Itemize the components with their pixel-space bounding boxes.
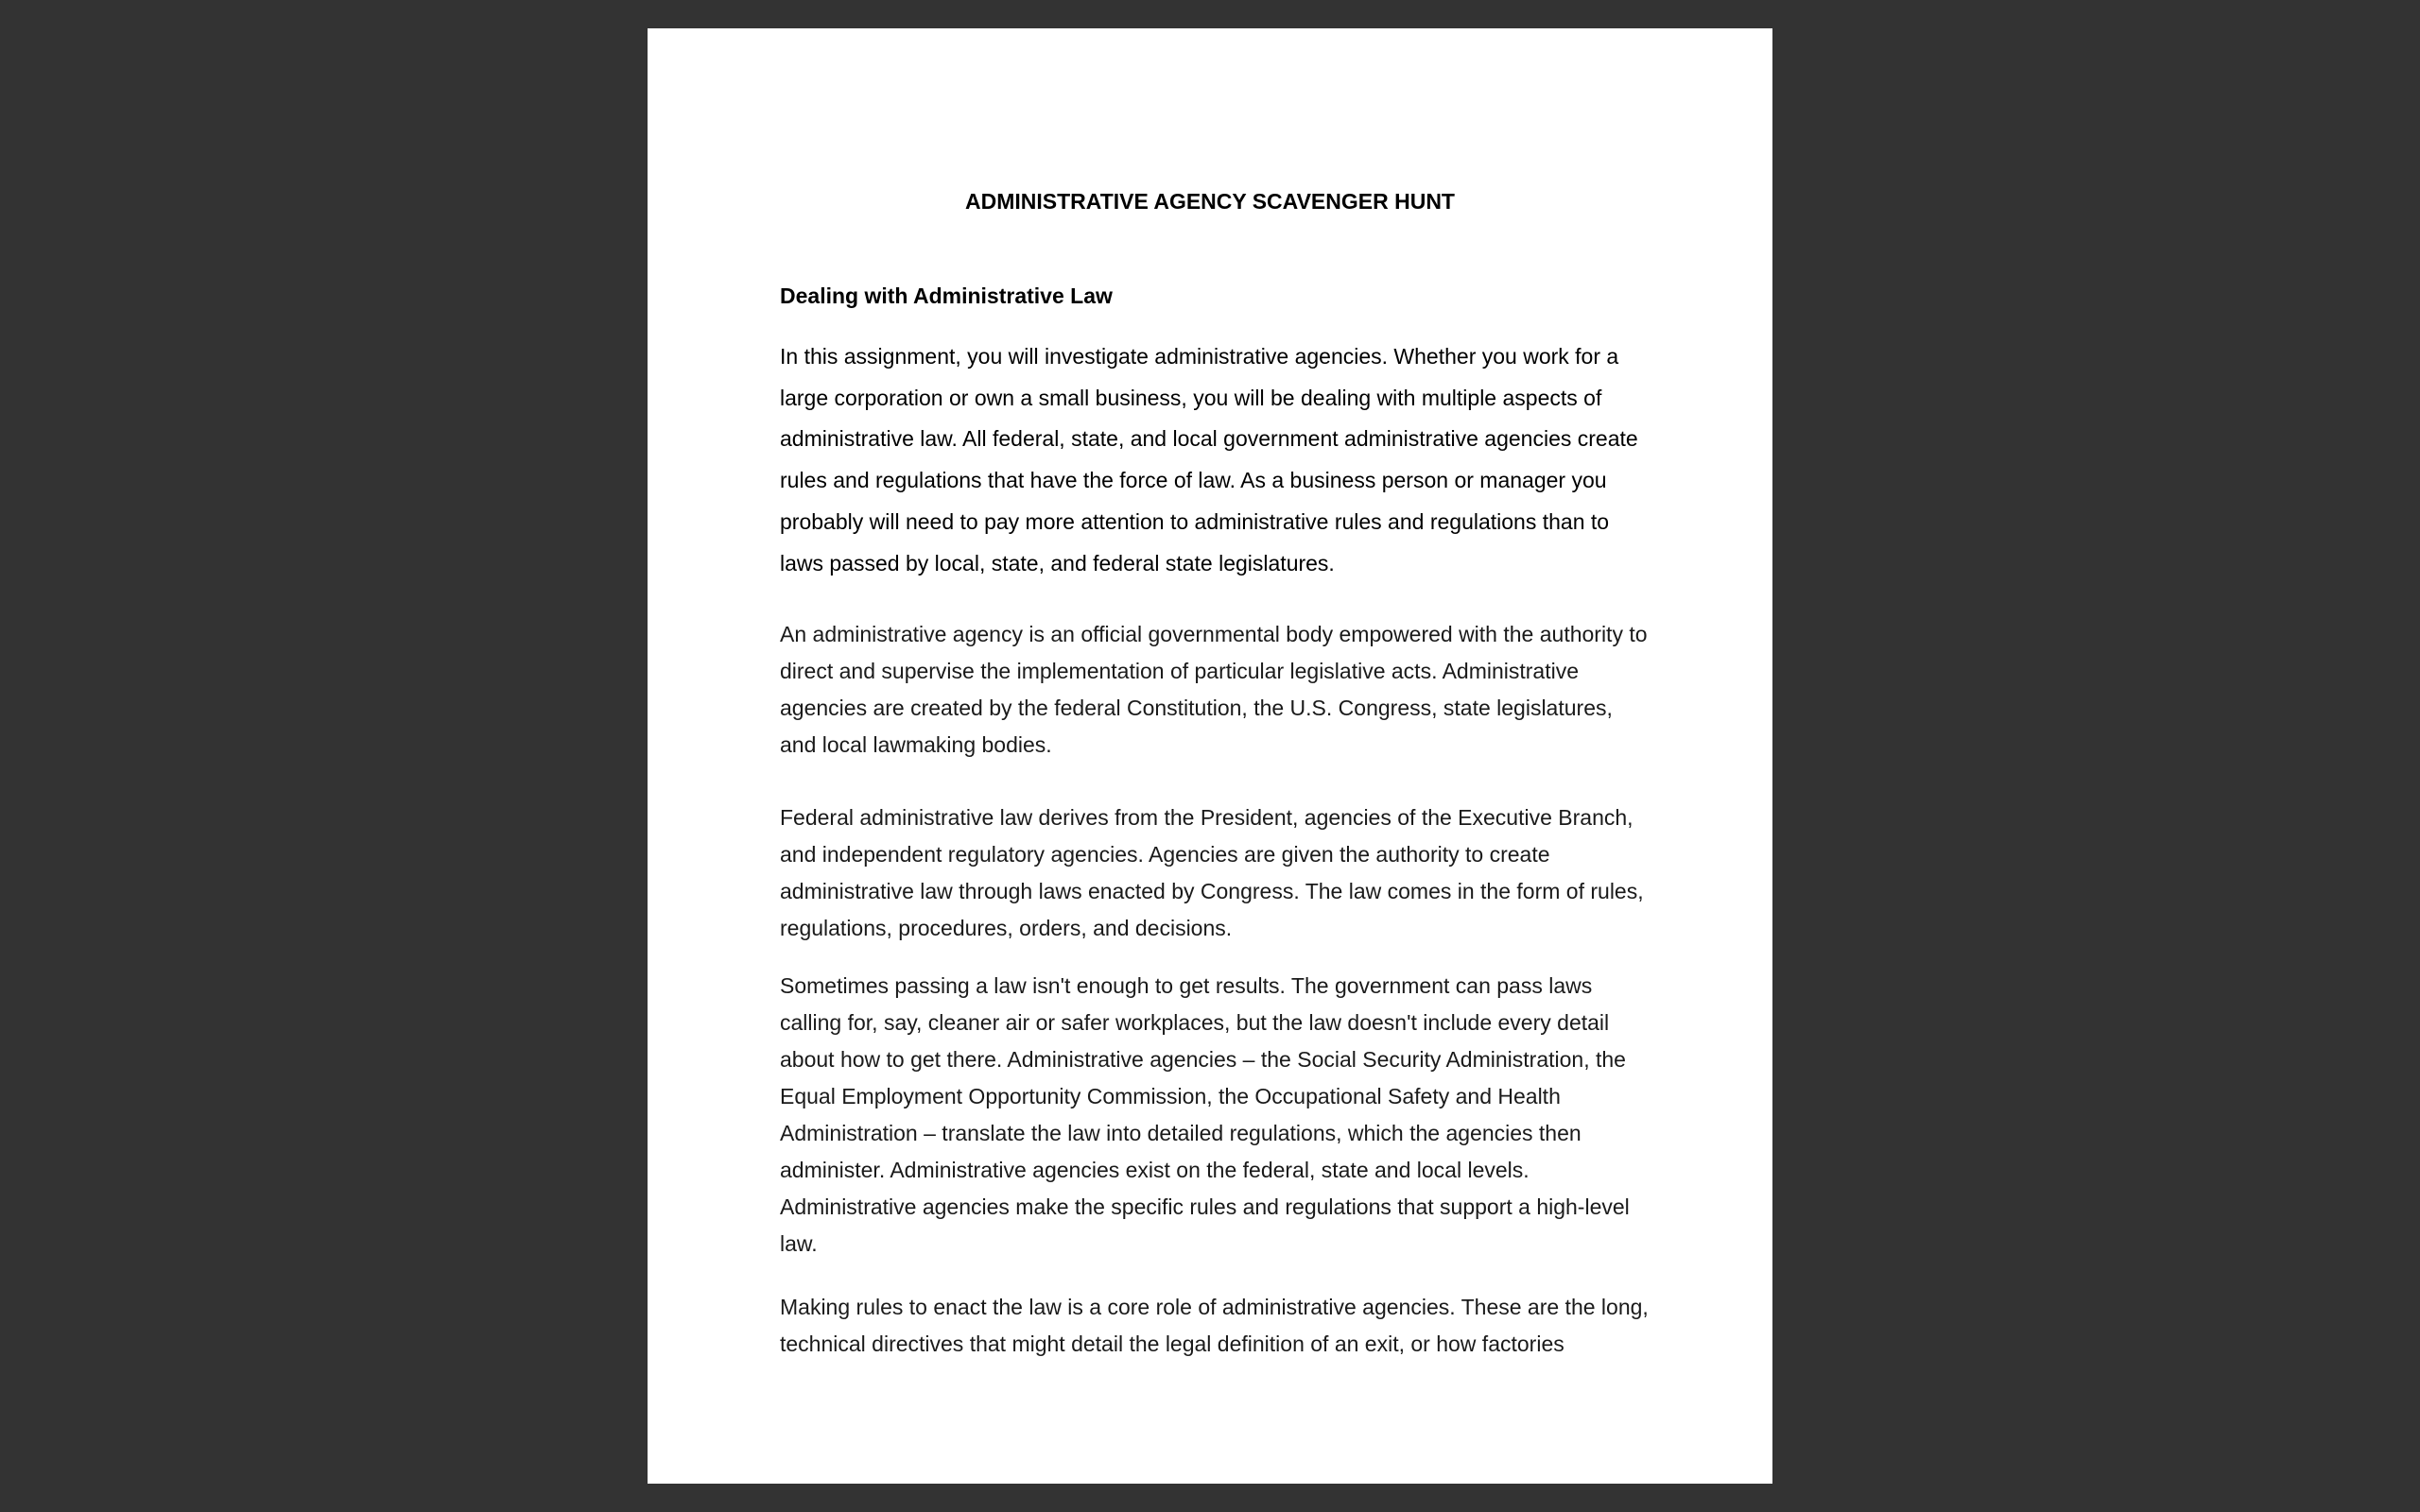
paragraph-rulemaking: Making rules to enact the law is a core role of administrative agencies. These are the long, technical directives that might detail the legal definition of an exit, or how factories bbox=[780, 1295, 1649, 1356]
paragraph-definition: An administrative agency is an official governmental body empowered with the authority to direct and supervise the implementation of particular legislative acts. Administrative agencies are created by the federal Constitution, the U.S. Congress, state legislatures, and local lawmaking bodies. bbox=[780, 622, 1648, 757]
section-heading: Dealing with Administrative Law bbox=[780, 284, 1113, 308]
paragraph-agencies-role: Sometimes passing a law isn't enough to get results. The government can pass laws calling for, say, cleaner air or safer workplaces, but the law doesn't include every detail about how to get there. Administrative agencies – the Social Security Administration, the Equal Employment Opportunity Commission, the Occupational Safety and Health Administration – translate the law into detailed regulations, which the agencies then administer. Administrative agencies exist on the federal, state and local levels. Administrative agencies make the specific rules and regulations that support a high-level law. bbox=[780, 973, 1630, 1256]
document-title: ADMINISTRATIVE AGENCY SCAVENGER HUNT bbox=[965, 189, 1455, 214]
paragraph-federal-law: Federal administrative law derives from the President, agencies of the Executive Branch, and independent regulatory agencies. Agencies are given the authority to create administrative law through laws enacted by Congress. The law comes in the form of rules, regulations, procedures, orders, and decisions. bbox=[780, 805, 1644, 940]
document-page bbox=[648, 28, 1772, 1484]
paragraph-intro: In this assignment, you will investigate administrative agencies. Whether you work for a large corporation or own a small business, you will be dealing with multiple aspects of administrative law. All federal, state, and local government administrative agencies create rules and regulations that have the force of law. As a business person or manager you probably will need to pay more attention to administrative rules and regulations than to laws passed by local, state, and federal state legislatures. bbox=[780, 344, 1638, 576]
